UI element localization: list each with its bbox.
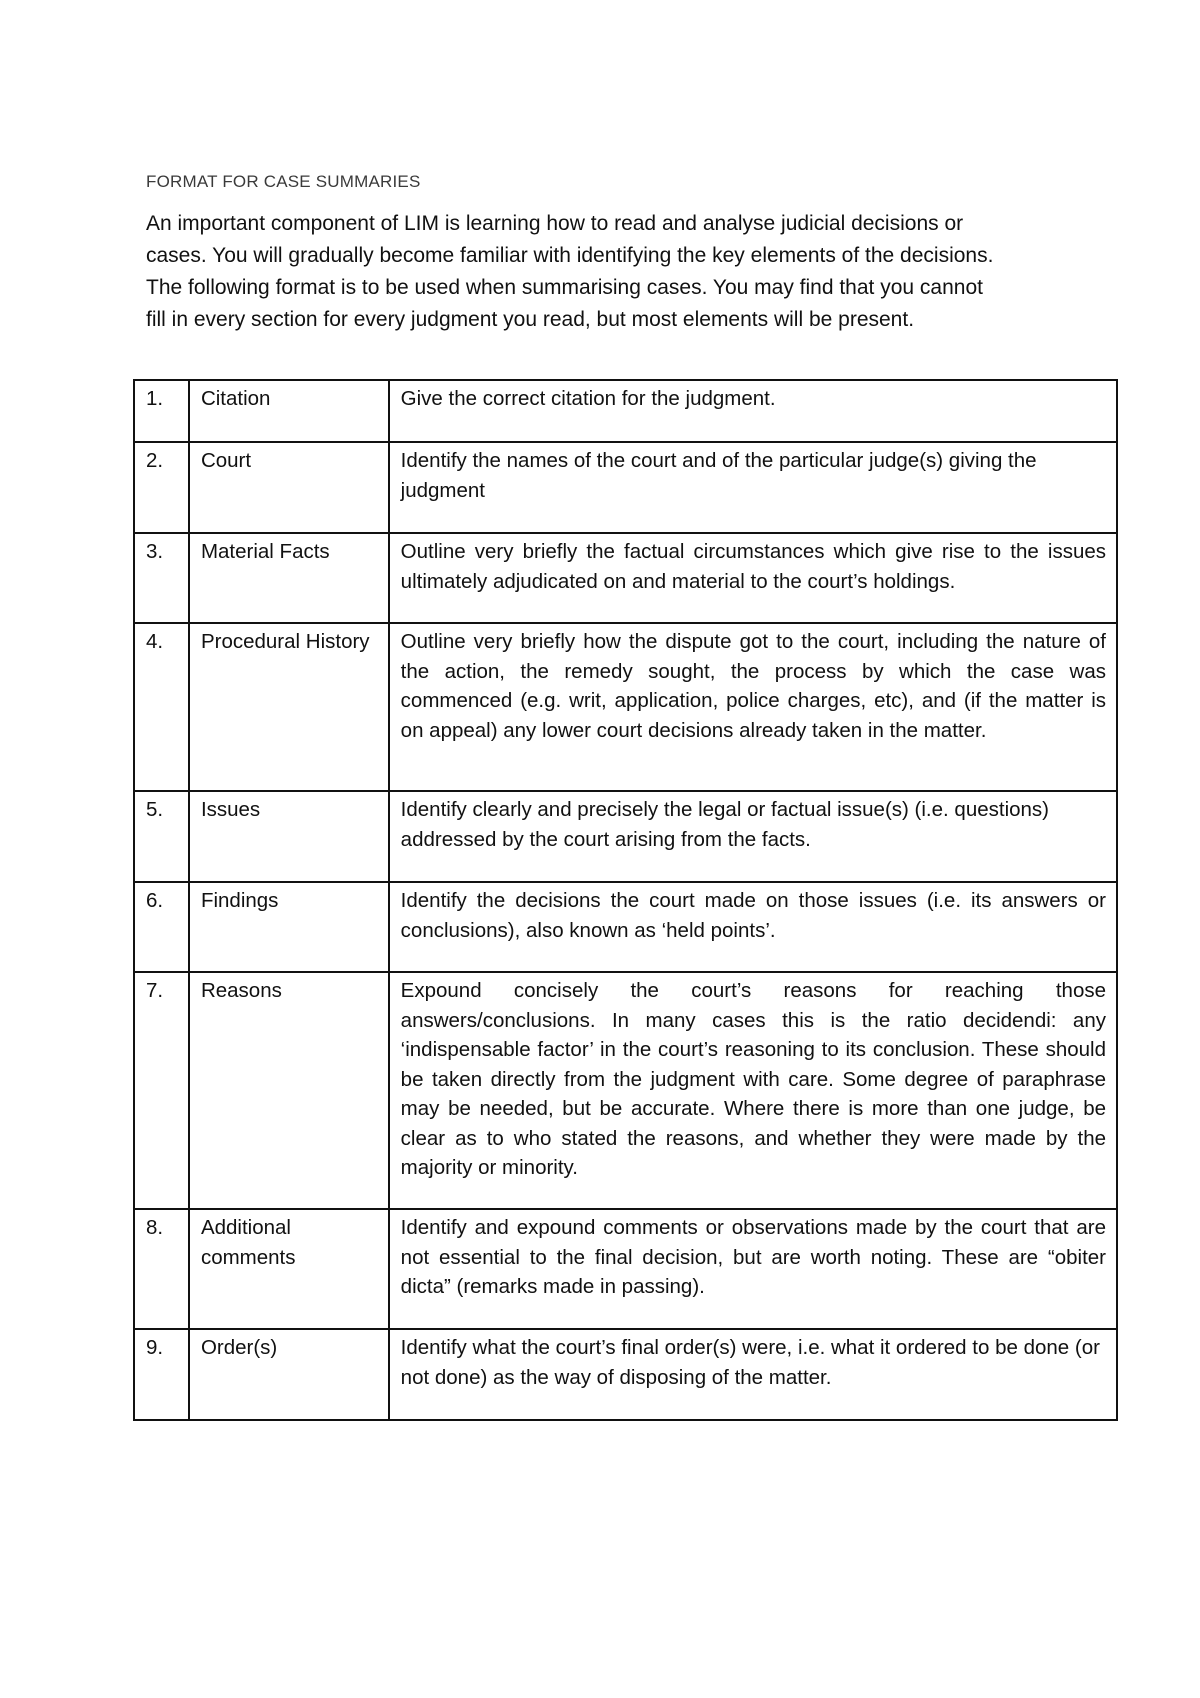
intro-line: The following format is to be used when summarising cases. You may find that you cannot [146, 276, 983, 299]
row-label: Court [189, 442, 389, 533]
row-label: Reasons [189, 972, 389, 1209]
row-number: 8. [134, 1209, 189, 1329]
row-description: Identify clearly and precisely the legal or factual issue(s) (i.e. questions) addressed by the court arising from the facts. [389, 791, 1117, 882]
table-row [134, 533, 1117, 623]
intro-line: An important component of LIM is learning how to read and analyse judicial decisions or [146, 212, 964, 235]
row-label: Material Facts [189, 533, 389, 623]
row-description: Identify and expound comments or observations made by the court that are not essential to the final decision, but are worth noting. These are “obiter dicta” (remarks made in passing). [389, 1209, 1117, 1329]
row-number: 3. [134, 533, 189, 623]
row-number: 4. [134, 623, 189, 791]
intro-line: fill in every section for every judgment you read, but most elements will be present. [146, 308, 915, 331]
row-label: Procedural History [189, 623, 389, 791]
row-number: 5. [134, 791, 189, 882]
row-number: 7. [134, 972, 189, 1209]
row-number: 2. [134, 442, 189, 533]
document-heading: FORMAT FOR CASE SUMMARIES [146, 172, 421, 191]
row-number: 1. [134, 380, 189, 442]
row-label: Findings [189, 882, 389, 972]
row-description: Identify the names of the court and of the particular judge(s) giving the judgment [389, 442, 1117, 533]
row-description: Identify what the court’s final order(s) were, i.e. what it ordered to be done (or not done) as the way of disposing of the matter. [389, 1329, 1117, 1420]
table-row [134, 972, 1117, 1209]
row-label: Additional comments [189, 1209, 389, 1329]
intro-line: cases. You will gradually become familiar with identifying the key elements of the decisions. [146, 244, 994, 267]
row-description: Outline very briefly the factual circumstances which give rise to the issues ultimately adjudicated on and material to the court’s holdings. [389, 533, 1117, 623]
row-label: Issues [189, 791, 389, 882]
table-row [134, 882, 1117, 972]
row-label: Citation [189, 380, 389, 442]
row-number: 6. [134, 882, 189, 972]
table-row [134, 380, 1117, 442]
case-summary-table [133, 379, 1118, 1421]
table-row [134, 1329, 1117, 1420]
row-description: Expound concisely the court’s reasons for reaching those answers/conclusions. In many cases this is the ratio decidendi: any ‘indispensable factor’ in the court’s reasoning to its conclusion. These should be taken directly from the judgment with care. Some degree of paraphrase may be needed, but be accurate. Where there is more than one judge, be clear as to who stated the reasons, and whether they were made by the majority or minority. [389, 972, 1117, 1209]
table-row [134, 791, 1117, 882]
table-row [134, 442, 1117, 533]
row-description: Give the correct citation for the judgment. [389, 380, 1117, 442]
row-description: Outline very briefly how the dispute got to the court, including the nature of the action, the remedy sought, the process by which the case was commenced (e.g. writ, application, police charges, etc), and (if the matter is on appeal) any lower court decisions already taken in the matter. [389, 623, 1117, 791]
table-row [134, 1209, 1117, 1329]
intro-paragraph [146, 208, 1056, 336]
row-description: Identify the decisions the court made on those issues (i.e. its answers or conclusions), also known as ‘held points’. [389, 882, 1117, 972]
row-label: Order(s) [189, 1329, 389, 1420]
table-row [134, 623, 1117, 791]
row-number: 9. [134, 1329, 189, 1420]
